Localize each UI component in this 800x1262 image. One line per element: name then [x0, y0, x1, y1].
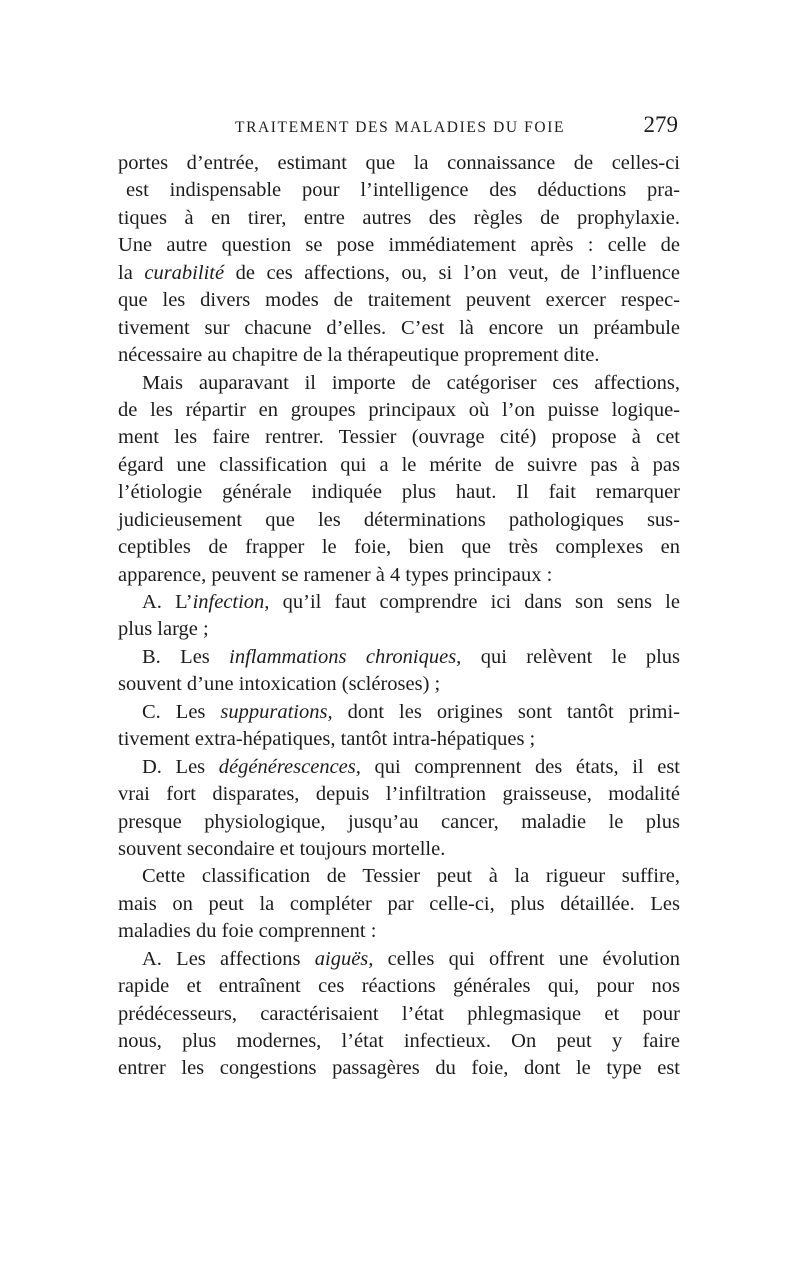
text-run: ment les faire rentrer. Tessier (ouvrage cité) propose à cet: [118, 426, 680, 449]
text-line: [118, 562, 680, 589]
page-number: 279: [643, 112, 678, 137]
text-line: [118, 836, 680, 863]
text-run: l’étiologie générale indiquée plus haut. Il fait remarquer: [118, 481, 680, 504]
text-line: [118, 946, 680, 973]
text-run: qu’il faut comprendre ici dans son sens le: [269, 591, 680, 613]
text-run: B. Les: [142, 645, 230, 668]
italic-term: dégénérescences,: [218, 755, 361, 778]
text-line: [118, 232, 680, 259]
text-line: [118, 589, 680, 616]
text-line: [118, 205, 680, 232]
text-run: souvent d’une intoxication (scléroses) ;: [118, 673, 441, 696]
text-run: la: [118, 261, 145, 284]
text-run: Une autre question se pose immédiatement après : celle de: [118, 234, 680, 257]
text-line: [118, 452, 680, 479]
text-line: [118, 342, 680, 369]
text-run: égard une classification qui a le mérite de suivre pas à pas: [118, 453, 680, 476]
text-run: qui relèvent le plus: [461, 645, 680, 668]
text-line: [118, 918, 680, 945]
text-run: maladies du foie comprennent :: [118, 920, 377, 943]
text-line: [118, 726, 680, 753]
text-run: A. L’: [142, 591, 193, 613]
text-line: [118, 1028, 680, 1055]
text-line: [118, 699, 680, 726]
text-run: souvent secondaire et toujours mortelle.: [118, 837, 446, 860]
text-line: [118, 287, 680, 314]
text-line: [118, 397, 680, 424]
text-run: Mais auparavant il importe de catégoriser ces affections,: [142, 371, 680, 394]
italic-term: aiguës,: [314, 947, 374, 970]
text-line: [118, 754, 680, 781]
text-run: presque physiologique, jusqu’au cancer, maladie le plus: [118, 810, 680, 833]
text-line: [118, 891, 680, 918]
text-line: [118, 370, 680, 397]
text-run: de ces affections, ou, si l’on veut, de l’influence: [224, 261, 681, 284]
text-run: de les répartir en groupes principaux où l’on puisse logique-: [118, 398, 680, 421]
text-run: plus large ;: [118, 618, 209, 641]
text-run: Cette classification de Tessier peut à la rigueur suffire,: [142, 865, 680, 888]
text-run: est indispensable pour l’intelligence des déductions pra-: [126, 179, 680, 202]
text-line: [118, 424, 680, 451]
text-run: vrai fort disparates, depuis l’infiltration graisseuse, modalité: [118, 783, 680, 806]
text-run: nécessaire au chapitre de la thérapeutique proprement dite.: [118, 344, 600, 367]
text-run: rapide et entraînent ces réactions générales qui, pour nos: [118, 975, 680, 998]
text-run: mais on peut la compléter par celle-ci, plus détaillée. Les: [118, 892, 680, 915]
text-run: celles qui offrent une évolution: [373, 947, 680, 970]
text-run: A. Les affections: [142, 947, 315, 970]
text-run: apparence, peuvent se ramener à 4 types principaux :: [118, 563, 553, 586]
text-run: prédécesseurs, caractérisaient l’état phlegmasique et pour: [118, 1002, 680, 1025]
text-run: tivement sur chacune d’elles. C’est là encore un préambule: [118, 316, 680, 339]
text-run: C. Les: [142, 700, 221, 723]
text-run: que les divers modes de traitement peuvent exercer respec-: [118, 289, 680, 312]
text-line: [118, 1001, 680, 1028]
text-line: [118, 781, 680, 808]
text-line: [118, 315, 680, 342]
text-line: [118, 1055, 680, 1082]
text-line: [118, 177, 680, 204]
text-line: [118, 507, 680, 534]
text-run: tiques à en tirer, entre autres des règles de prophylaxie.: [118, 206, 680, 229]
text-run: judicieusement que les déterminations pathologiques sus-: [118, 508, 680, 531]
text-line: [118, 863, 680, 890]
text-run: entrer les congestions passagères du foie, dont le type est: [118, 1057, 680, 1080]
text-line: [118, 479, 680, 506]
text-run: ceptibles de frapper le foie, bien que très complexes en: [118, 536, 680, 559]
text-line: [118, 260, 680, 287]
text-line: [118, 644, 680, 671]
text-run: tivement extra-hépatiques, tantôt intra-hépatiques ;: [118, 728, 536, 751]
italic-term: suppurations,: [220, 700, 333, 723]
text-run: dont les origines sont tantôt primi-: [332, 700, 680, 723]
text-line: [118, 150, 680, 177]
italic-term: infection,: [192, 591, 270, 613]
text-run: D. Les: [142, 755, 219, 778]
text-line: [118, 616, 680, 643]
body-text: [118, 150, 680, 1083]
text-run: portes d’entrée, estimant que la connaissance de celles-ci: [118, 152, 680, 174]
text-run: nous, plus modernes, l’état infectieux. On peut y faire: [118, 1030, 680, 1052]
text-line: [118, 809, 680, 836]
page-header: [118, 112, 680, 142]
text-line: [118, 973, 680, 1000]
text-line: [118, 671, 680, 698]
running-title: TRAITEMENT DES MALADIES DU FOIE: [235, 119, 566, 136]
italic-term: curabilité: [144, 261, 225, 284]
text-line: [118, 534, 680, 561]
text-run: qui comprennent des états, il est: [360, 755, 680, 778]
italic-term: inflammations chroniques,: [229, 645, 462, 668]
